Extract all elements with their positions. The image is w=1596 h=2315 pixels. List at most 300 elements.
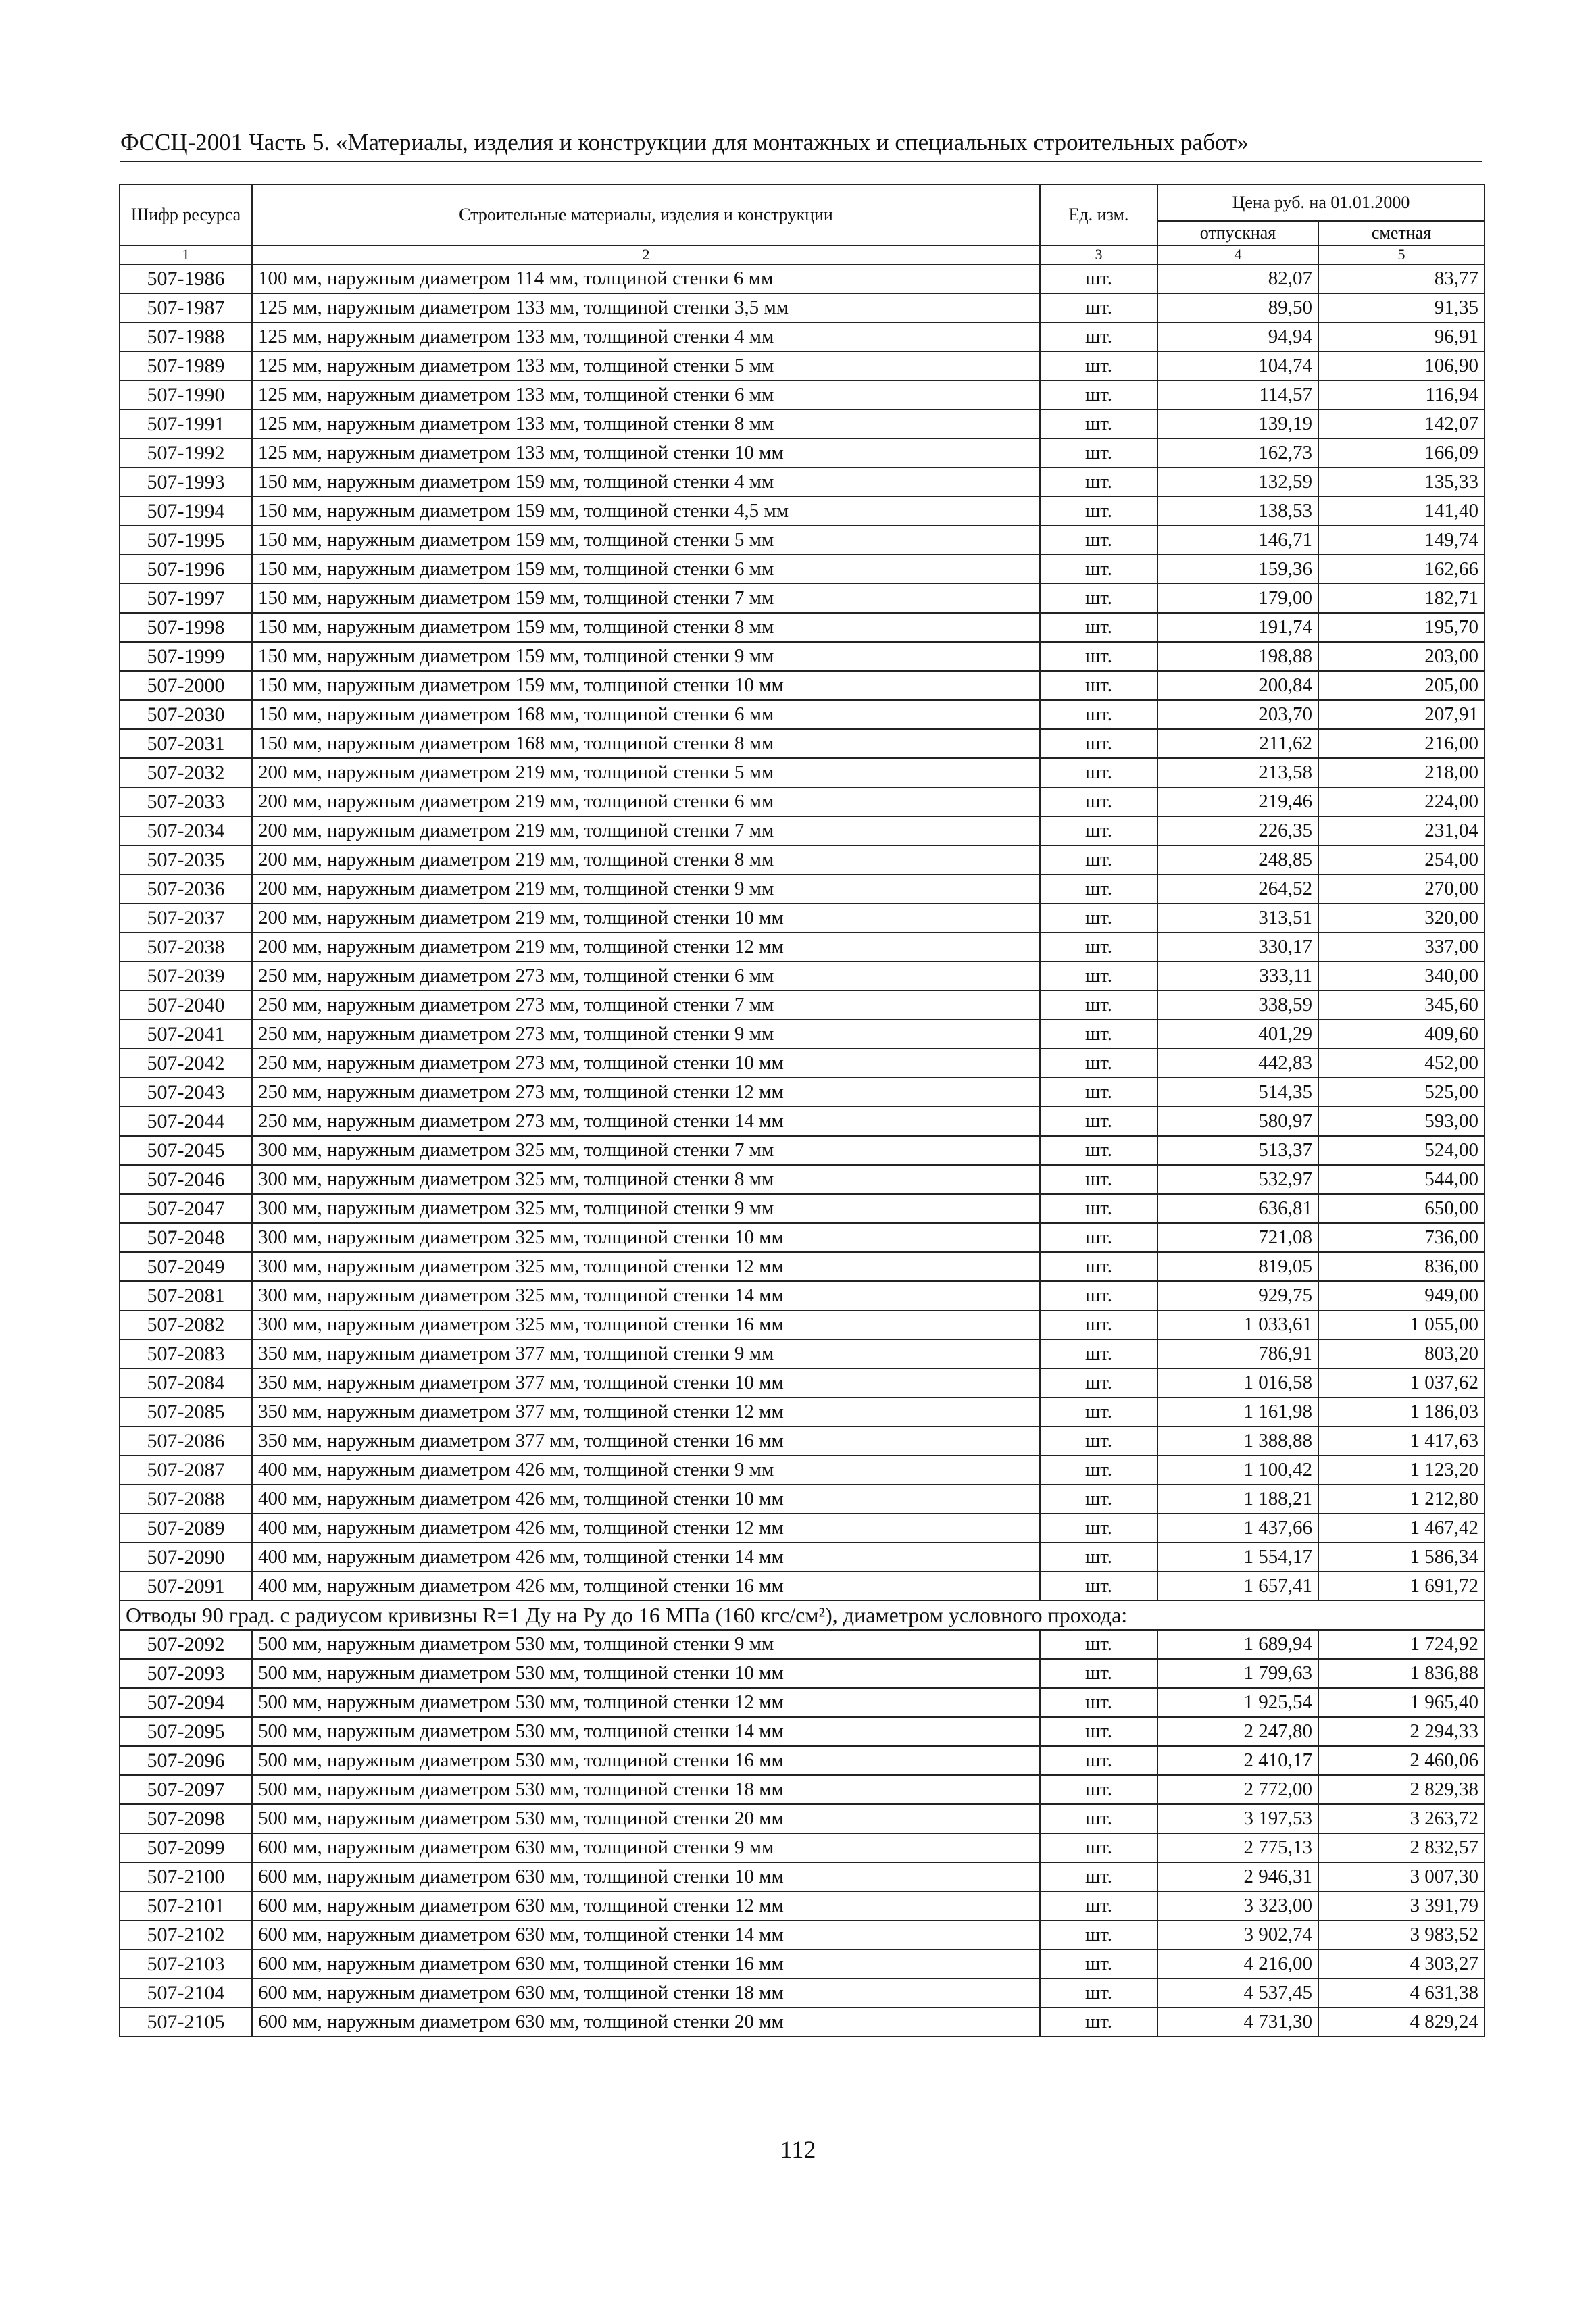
table-row	[120, 1397, 1485, 1426]
estimate-price: 337,00	[1318, 932, 1485, 962]
release-price: 1 437,66	[1157, 1514, 1318, 1543]
release-price: 4 216,00	[1157, 1949, 1318, 1978]
material-name: 150 мм, наружным диаметром 159 мм, толщиной стенки 5 мм	[252, 526, 1040, 555]
resource-code: 507-1992	[120, 439, 252, 468]
material-name: 200 мм, наружным диаметром 219 мм, толщиной стенки 9 мм	[252, 874, 1040, 903]
estimate-price: 320,00	[1318, 903, 1485, 932]
resource-code: 507-2042	[120, 1049, 252, 1078]
table-body-b	[120, 1630, 1485, 2037]
table-row	[120, 1455, 1485, 1485]
material-name: 600 мм, наружным диаметром 630 мм, толщиной стенки 20 мм	[252, 2008, 1040, 2037]
estimate-price: 195,70	[1318, 613, 1485, 642]
estimate-price: 1 417,63	[1318, 1426, 1485, 1455]
material-name: 200 мм, наружным диаметром 219 мм, толщиной стенки 7 мм	[252, 816, 1040, 845]
material-name: 150 мм, наружным диаметром 159 мм, толщиной стенки 4 мм	[252, 468, 1040, 497]
table-row	[120, 1426, 1485, 1455]
release-price: 89,50	[1157, 293, 1318, 322]
material-name: 350 мм, наружным диаметром 377 мм, толщиной стенки 12 мм	[252, 1397, 1040, 1426]
column-number: 1	[120, 245, 252, 264]
table-row	[120, 816, 1485, 845]
release-price: 1 100,42	[1157, 1455, 1318, 1485]
resource-code: 507-2034	[120, 816, 252, 845]
unit: шт.	[1040, 497, 1157, 526]
unit: шт.	[1040, 1688, 1157, 1717]
estimate-price: 1 724,92	[1318, 1630, 1485, 1659]
unit: шт.	[1040, 1107, 1157, 1136]
release-price: 1 925,54	[1157, 1688, 1318, 1717]
header-code: Шифр ресурса	[120, 184, 252, 245]
unit: шт.	[1040, 1281, 1157, 1310]
table-row	[120, 787, 1485, 816]
unit: шт.	[1040, 700, 1157, 729]
material-name: 400 мм, наружным диаметром 426 мм, толщиной стенки 10 мм	[252, 1485, 1040, 1514]
release-price: 162,73	[1157, 439, 1318, 468]
material-name: 300 мм, наружным диаметром 325 мм, толщиной стенки 10 мм	[252, 1223, 1040, 1252]
unit: шт.	[1040, 468, 1157, 497]
material-name: 600 мм, наружным диаметром 630 мм, толщиной стенки 14 мм	[252, 1920, 1040, 1949]
release-price: 1 799,63	[1157, 1659, 1318, 1688]
estimate-price: 4 631,38	[1318, 1978, 1485, 2008]
unit: шт.	[1040, 351, 1157, 380]
unit: шт.	[1040, 380, 1157, 409]
table-row	[120, 1543, 1485, 1572]
release-price: 313,51	[1157, 903, 1318, 932]
estimate-price: 216,00	[1318, 729, 1485, 758]
material-name: 350 мм, наружным диаметром 377 мм, толщиной стенки 10 мм	[252, 1368, 1040, 1397]
release-price: 330,17	[1157, 932, 1318, 962]
unit: шт.	[1040, 1455, 1157, 1485]
table-row	[120, 1368, 1485, 1397]
table-row	[120, 903, 1485, 932]
unit: шт.	[1040, 787, 1157, 816]
unit: шт.	[1040, 1659, 1157, 1688]
estimate-price: 1 123,20	[1318, 1455, 1485, 1485]
estimate-price: 836,00	[1318, 1252, 1485, 1281]
unit: шт.	[1040, 845, 1157, 874]
resource-code: 507-2038	[120, 932, 252, 962]
resource-code: 507-2097	[120, 1775, 252, 1804]
table-row	[120, 1020, 1485, 1049]
estimate-price: 2 832,57	[1318, 1833, 1485, 1862]
resource-code: 507-2049	[120, 1252, 252, 1281]
release-price: 338,59	[1157, 991, 1318, 1020]
resource-code: 507-2045	[120, 1136, 252, 1165]
table-row	[120, 1107, 1485, 1136]
unit: шт.	[1040, 758, 1157, 787]
unit: шт.	[1040, 1223, 1157, 1252]
estimate-price: 182,71	[1318, 584, 1485, 613]
unit: шт.	[1040, 1514, 1157, 1543]
estimate-price: 3 983,52	[1318, 1920, 1485, 1949]
unit: шт.	[1040, 613, 1157, 642]
release-price: 191,74	[1157, 613, 1318, 642]
material-name: 150 мм, наружным диаметром 159 мм, толщиной стенки 9 мм	[252, 642, 1040, 671]
estimate-price: 452,00	[1318, 1049, 1485, 1078]
resource-code: 507-2039	[120, 962, 252, 991]
table-row	[120, 1746, 1485, 1775]
estimate-price: 340,00	[1318, 962, 1485, 991]
table-row	[120, 526, 1485, 555]
resource-code: 507-2047	[120, 1194, 252, 1223]
unit: шт.	[1040, 584, 1157, 613]
unit: шт.	[1040, 1775, 1157, 1804]
estimate-price: 1 212,80	[1318, 1485, 1485, 1514]
material-name: 600 мм, наружным диаметром 630 мм, толщиной стенки 9 мм	[252, 1833, 1040, 1862]
release-price: 82,07	[1157, 264, 1318, 293]
estimate-price: 91,35	[1318, 293, 1485, 322]
estimate-price: 135,33	[1318, 468, 1485, 497]
resource-code: 507-2102	[120, 1920, 252, 1949]
unit: шт.	[1040, 932, 1157, 962]
material-name: 200 мм, наружным диаметром 219 мм, толщиной стенки 5 мм	[252, 758, 1040, 787]
release-price: 248,85	[1157, 845, 1318, 874]
section-title: Отводы 90 град. с радиусом кривизны R=1 Ду на Ру до 16 МПа (160 кгс/см²), диаметром условного прохода:	[120, 1601, 1485, 1630]
column-number: 5	[1318, 245, 1485, 264]
release-price: 532,97	[1157, 1165, 1318, 1194]
release-price: 219,46	[1157, 787, 1318, 816]
unit: шт.	[1040, 642, 1157, 671]
resource-code: 507-2085	[120, 1397, 252, 1426]
unit: шт.	[1040, 1630, 1157, 1659]
header-unit: Ед. изм.	[1040, 184, 1157, 245]
material-name: 300 мм, наружным диаметром 325 мм, толщиной стенки 16 мм	[252, 1310, 1040, 1339]
estimate-price: 1 586,34	[1318, 1543, 1485, 1572]
resource-code: 507-2089	[120, 1514, 252, 1543]
release-price: 213,58	[1157, 758, 1318, 787]
material-name: 400 мм, наружным диаметром 426 мм, толщиной стенки 12 мм	[252, 1514, 1040, 1543]
table-row	[120, 1281, 1485, 1310]
resource-code: 507-1991	[120, 409, 252, 439]
release-price: 636,81	[1157, 1194, 1318, 1223]
table-row	[120, 700, 1485, 729]
estimate-price: 218,00	[1318, 758, 1485, 787]
unit: шт.	[1040, 1862, 1157, 1891]
release-price: 198,88	[1157, 642, 1318, 671]
estimate-price: 83,77	[1318, 264, 1485, 293]
estimate-price: 1 055,00	[1318, 1310, 1485, 1339]
resource-code: 507-1995	[120, 526, 252, 555]
table-body-a	[120, 264, 1485, 1601]
header-price: Цена руб. на 01.01.2000	[1157, 184, 1485, 221]
release-price: 513,37	[1157, 1136, 1318, 1165]
resource-code: 507-2090	[120, 1543, 252, 1572]
resource-code: 507-2096	[120, 1746, 252, 1775]
material-name: 250 мм, наружным диаметром 273 мм, толщиной стенки 10 мм	[252, 1049, 1040, 1078]
table-row	[120, 1514, 1485, 1543]
page-header: ФССЦ-2001 Часть 5. «Материалы, изделия и конструкции для монтажных и специальных строительных работ»	[120, 129, 1249, 155]
resource-code: 507-1999	[120, 642, 252, 671]
unit: шт.	[1040, 555, 1157, 584]
material-name: 200 мм, наружным диаметром 219 мм, толщиной стенки 12 мм	[252, 932, 1040, 962]
material-name: 300 мм, наружным диаметром 325 мм, толщиной стенки 12 мм	[252, 1252, 1040, 1281]
material-name: 500 мм, наружным диаметром 530 мм, толщиной стенки 10 мм	[252, 1659, 1040, 1688]
table-row	[120, 1136, 1485, 1165]
estimate-price: 4 303,27	[1318, 1949, 1485, 1978]
resource-code: 507-1994	[120, 497, 252, 526]
unit: шт.	[1040, 2008, 1157, 2037]
resource-code: 507-1987	[120, 293, 252, 322]
release-price: 786,91	[1157, 1339, 1318, 1368]
resource-code: 507-2098	[120, 1804, 252, 1833]
resource-code: 507-2100	[120, 1862, 252, 1891]
table-row	[120, 1049, 1485, 1078]
estimate-price: 736,00	[1318, 1223, 1485, 1252]
resource-code: 507-2040	[120, 991, 252, 1020]
table-row	[120, 613, 1485, 642]
estimate-price: 803,20	[1318, 1339, 1485, 1368]
estimate-price: 2 294,33	[1318, 1717, 1485, 1746]
estimate-price: 116,94	[1318, 380, 1485, 409]
resource-code: 507-2044	[120, 1107, 252, 1136]
unit: шт.	[1040, 1165, 1157, 1194]
release-price: 94,94	[1157, 322, 1318, 351]
release-price: 264,52	[1157, 874, 1318, 903]
release-price: 4 537,45	[1157, 1978, 1318, 2008]
estimate-price: 1 836,88	[1318, 1659, 1485, 1688]
unit: шт.	[1040, 1339, 1157, 1368]
release-price: 179,00	[1157, 584, 1318, 613]
table-row	[120, 497, 1485, 526]
table-row	[120, 729, 1485, 758]
estimate-price: 544,00	[1318, 1165, 1485, 1194]
resource-code: 507-2092	[120, 1630, 252, 1659]
column-number: 3	[1040, 245, 1157, 264]
unit: шт.	[1040, 1572, 1157, 1601]
unit: шт.	[1040, 874, 1157, 903]
unit: шт.	[1040, 1717, 1157, 1746]
estimate-price: 3 263,72	[1318, 1804, 1485, 1833]
estimate-price: 224,00	[1318, 787, 1485, 816]
estimate-price: 203,00	[1318, 642, 1485, 671]
header-rule	[120, 161, 1482, 162]
estimate-price: 205,00	[1318, 671, 1485, 700]
unit: шт.	[1040, 1078, 1157, 1107]
unit: шт.	[1040, 1485, 1157, 1514]
estimate-price: 4 829,24	[1318, 2008, 1485, 2037]
material-name: 500 мм, наружным диаметром 530 мм, толщиной стенки 18 мм	[252, 1775, 1040, 1804]
release-price: 200,84	[1157, 671, 1318, 700]
unit: шт.	[1040, 816, 1157, 845]
unit: шт.	[1040, 962, 1157, 991]
unit: шт.	[1040, 322, 1157, 351]
table-row	[120, 1717, 1485, 1746]
material-name: 250 мм, наружным диаметром 273 мм, толщиной стенки 7 мм	[252, 991, 1040, 1020]
estimate-price: 593,00	[1318, 1107, 1485, 1136]
material-name: 350 мм, наружным диаметром 377 мм, толщиной стенки 16 мм	[252, 1426, 1040, 1455]
unit: шт.	[1040, 1833, 1157, 1862]
table-row	[120, 439, 1485, 468]
resource-code: 507-2087	[120, 1455, 252, 1485]
estimate-price: 1 965,40	[1318, 1688, 1485, 1717]
table-row	[120, 1194, 1485, 1223]
resource-code: 507-1998	[120, 613, 252, 642]
material-name: 150 мм, наружным диаметром 159 мм, толщиной стенки 10 мм	[252, 671, 1040, 700]
resource-code: 507-2043	[120, 1078, 252, 1107]
unit: шт.	[1040, 1426, 1157, 1455]
material-name: 300 мм, наружным диаметром 325 мм, толщиной стенки 14 мм	[252, 1281, 1040, 1310]
release-price: 203,70	[1157, 700, 1318, 729]
estimate-price: 207,91	[1318, 700, 1485, 729]
table-row	[120, 322, 1485, 351]
resource-code: 507-2030	[120, 700, 252, 729]
estimate-price: 3 007,30	[1318, 1862, 1485, 1891]
table-row	[120, 1339, 1485, 1368]
material-name: 250 мм, наружным диаметром 273 мм, толщиной стенки 6 мм	[252, 962, 1040, 991]
release-price: 1 161,98	[1157, 1397, 1318, 1426]
release-price: 4 731,30	[1157, 2008, 1318, 2037]
unit: шт.	[1040, 526, 1157, 555]
release-price: 3 197,53	[1157, 1804, 1318, 1833]
release-price: 1 388,88	[1157, 1426, 1318, 1455]
material-name: 500 мм, наружным диаметром 530 мм, толщиной стенки 20 мм	[252, 1804, 1040, 1833]
price-table	[119, 184, 1485, 2037]
material-name: 500 мм, наружным диаметром 530 мм, толщиной стенки 16 мм	[252, 1746, 1040, 1775]
table-row	[120, 932, 1485, 962]
table-row	[120, 962, 1485, 991]
table-row	[120, 584, 1485, 613]
estimate-price: 3 391,79	[1318, 1891, 1485, 1920]
header-estimate-price: сметная	[1318, 221, 1485, 245]
unit: шт.	[1040, 1194, 1157, 1223]
unit: шт.	[1040, 1804, 1157, 1833]
material-name: 600 мм, наружным диаметром 630 мм, толщиной стенки 12 мм	[252, 1891, 1040, 1920]
material-name: 600 мм, наружным диаметром 630 мм, толщиной стенки 18 мм	[252, 1978, 1040, 2008]
estimate-price: 149,74	[1318, 526, 1485, 555]
resource-code: 507-2104	[120, 1978, 252, 2008]
estimate-price: 254,00	[1318, 845, 1485, 874]
material-name: 400 мм, наружным диаметром 426 мм, толщиной стенки 16 мм	[252, 1572, 1040, 1601]
release-price: 1 554,17	[1157, 1543, 1318, 1572]
unit: шт.	[1040, 1310, 1157, 1339]
release-price: 114,57	[1157, 380, 1318, 409]
resource-code: 507-2083	[120, 1339, 252, 1368]
table-row	[120, 671, 1485, 700]
table-row	[120, 264, 1485, 293]
resource-code: 507-1997	[120, 584, 252, 613]
material-name: 150 мм, наружным диаметром 159 мм, толщиной стенки 6 мм	[252, 555, 1040, 584]
estimate-price: 96,91	[1318, 322, 1485, 351]
table-row	[120, 468, 1485, 497]
resource-code: 507-1986	[120, 264, 252, 293]
release-price: 226,35	[1157, 816, 1318, 845]
release-price: 146,71	[1157, 526, 1318, 555]
column-number: 4	[1157, 245, 1318, 264]
release-price: 2 247,80	[1157, 1717, 1318, 1746]
table-row	[120, 991, 1485, 1020]
release-price: 2 772,00	[1157, 1775, 1318, 1804]
resource-code: 507-2033	[120, 787, 252, 816]
release-price: 442,83	[1157, 1049, 1318, 1078]
unit: шт.	[1040, 1368, 1157, 1397]
resource-code: 507-2101	[120, 1891, 252, 1920]
table-row	[120, 1920, 1485, 1949]
material-name: 300 мм, наружным диаметром 325 мм, толщиной стенки 9 мм	[252, 1194, 1040, 1223]
estimate-price: 1 467,42	[1318, 1514, 1485, 1543]
table-row	[120, 1252, 1485, 1281]
resource-code: 507-2093	[120, 1659, 252, 1688]
release-price: 929,75	[1157, 1281, 1318, 1310]
table-row	[120, 874, 1485, 903]
resource-code: 507-2041	[120, 1020, 252, 1049]
unit: шт.	[1040, 1049, 1157, 1078]
table-row	[120, 1949, 1485, 1978]
estimate-price: 1 691,72	[1318, 1572, 1485, 1601]
table-row	[120, 293, 1485, 322]
resource-code: 507-2103	[120, 1949, 252, 1978]
material-name: 500 мм, наружным диаметром 530 мм, толщиной стенки 14 мм	[252, 1717, 1040, 1746]
material-name: 600 мм, наружным диаметром 630 мм, толщиной стенки 10 мм	[252, 1862, 1040, 1891]
unit: шт.	[1040, 991, 1157, 1020]
estimate-price: 141,40	[1318, 497, 1485, 526]
release-price: 1 188,21	[1157, 1485, 1318, 1514]
release-price: 721,08	[1157, 1223, 1318, 1252]
material-name: 350 мм, наружным диаметром 377 мм, толщиной стенки 9 мм	[252, 1339, 1040, 1368]
page-number: 112	[780, 2136, 816, 2163]
unit: шт.	[1040, 264, 1157, 293]
header-name: Строительные материалы, изделия и конструкции	[252, 184, 1040, 245]
table-row	[120, 1485, 1485, 1514]
release-price: 1 689,94	[1157, 1630, 1318, 1659]
table-row	[120, 1572, 1485, 1601]
table-row	[120, 642, 1485, 671]
column-number: 2	[252, 245, 1040, 264]
table-row	[120, 1165, 1485, 1194]
unit: шт.	[1040, 1920, 1157, 1949]
estimate-price: 345,60	[1318, 991, 1485, 1020]
table-row	[120, 1310, 1485, 1339]
release-price: 1 033,61	[1157, 1310, 1318, 1339]
unit: шт.	[1040, 409, 1157, 439]
unit: шт.	[1040, 439, 1157, 468]
release-price: 159,36	[1157, 555, 1318, 584]
material-name: 125 мм, наружным диаметром 133 мм, толщиной стенки 3,5 мм	[252, 293, 1040, 322]
material-name: 150 мм, наружным диаметром 168 мм, толщиной стенки 8 мм	[252, 729, 1040, 758]
table-row	[120, 1630, 1485, 1659]
estimate-price: 650,00	[1318, 1194, 1485, 1223]
resource-code: 507-2084	[120, 1368, 252, 1397]
table-row	[120, 845, 1485, 874]
resource-code: 507-2091	[120, 1572, 252, 1601]
section-row	[120, 1601, 1485, 1630]
resource-code: 507-1996	[120, 555, 252, 584]
estimate-price: 2 460,06	[1318, 1746, 1485, 1775]
material-name: 125 мм, наружным диаметром 133 мм, толщиной стенки 5 мм	[252, 351, 1040, 380]
estimate-price: 409,60	[1318, 1020, 1485, 1049]
table-row	[120, 1223, 1485, 1252]
table-row	[120, 1688, 1485, 1717]
estimate-price: 162,66	[1318, 555, 1485, 584]
estimate-price: 1 037,62	[1318, 1368, 1485, 1397]
resource-code: 507-2099	[120, 1833, 252, 1862]
material-name: 150 мм, наружным диаметром 159 мм, толщиной стенки 7 мм	[252, 584, 1040, 613]
resource-code: 507-2082	[120, 1310, 252, 1339]
release-price: 580,97	[1157, 1107, 1318, 1136]
resource-code: 507-2048	[120, 1223, 252, 1252]
resource-code: 507-2036	[120, 874, 252, 903]
material-name: 200 мм, наружным диаметром 219 мм, толщиной стенки 10 мм	[252, 903, 1040, 932]
table-row	[120, 351, 1485, 380]
unit: шт.	[1040, 729, 1157, 758]
estimate-price: 525,00	[1318, 1078, 1485, 1107]
resource-code: 507-2035	[120, 845, 252, 874]
unit: шт.	[1040, 671, 1157, 700]
table-row	[120, 1833, 1485, 1862]
resource-code: 507-2032	[120, 758, 252, 787]
unit: шт.	[1040, 1252, 1157, 1281]
release-price: 211,62	[1157, 729, 1318, 758]
resource-code: 507-2086	[120, 1426, 252, 1455]
unit: шт.	[1040, 1746, 1157, 1775]
